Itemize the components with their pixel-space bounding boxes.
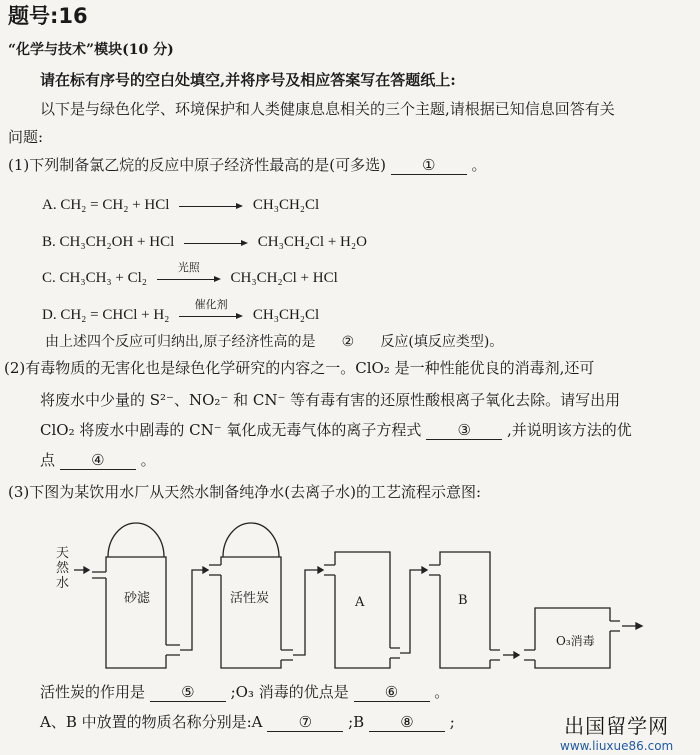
q1-stem-text: (1)下列制备氯乙烷的反应中原子经济性最高的是(可多选) [8,156,386,174]
blank-7[interactable]: ⑦ [267,713,343,732]
condition-catalyst: 催化剂 [194,298,228,311]
option-d-products: CH₃CH₂Cl [252,307,320,323]
vessel-label: A [355,595,365,610]
pipe [400,570,422,653]
vessel-a [324,552,400,668]
blank-1[interactable]: ① [391,156,467,175]
q3-line1-text: 活性炭的作用是 [40,683,146,701]
q2-line4 [40,450,156,470]
q2-line3 [40,420,632,440]
q1-stem-end: 。 [471,156,487,174]
q3-line2-text: A、B 中放置的物质名称分别是:A [40,713,263,731]
q3-line2-mid: ;B [348,713,365,731]
intro-paragraph-line1: 以下是与绿色化学、环境保护和人类健康息息相关的三个主题,请根据已知信息回答有关 [40,100,615,118]
q3-line2-end: ; [449,713,455,731]
pipe [293,570,318,655]
inlet-label-2: 然 [56,561,70,576]
q1-stem [8,155,487,175]
q3-line2 [40,712,455,732]
blank-2[interactable]: ② [341,334,355,350]
summary-end: 反应(填反应类型)。 [380,334,504,350]
inlet-label-3: 水 [56,576,70,591]
vessel-sand-filter [92,523,180,668]
vessel-label: 砂滤 [124,591,151,606]
q2-line4-end: 。 [140,451,156,469]
option-d-reactants: D. CH₂ = CHCl + H₂ [42,307,170,323]
option-a-reactants: A. CH₂ = CH₂ + HCl [42,197,170,213]
condition-light: 光照 [177,261,200,274]
option-b-products: CH₃CH₂Cl + H₂O [257,234,367,250]
option-a [42,195,319,215]
blank-5[interactable]: ⑤ [150,683,226,702]
logo-name: 出国留学网 [564,714,670,738]
q2-line3-end: ,并说明该方法的优 [506,421,632,439]
option-a-products: CH₃CH₂Cl [252,197,320,213]
option-c [42,261,338,288]
q2-line3-text: ClO₂ 将废水中剧毒的 CN⁻ 氧化成无毒气体的离子方程式 [40,421,422,439]
q3-line1-mid: ;O₃ 消毒的优点是 [230,683,349,701]
q2-line2: 将废水中少量的 S²⁻、NO₂⁻ 和 CN⁻ 等有毒有害的还原性酸根离子氧化去除。请写出用 [40,391,621,409]
intro-paragraph-line2: 问题: [8,128,44,146]
option-b [42,232,367,252]
option-d [42,298,320,325]
blank-8[interactable]: ⑧ [369,713,445,732]
blank-3[interactable]: ③ [426,421,502,440]
option-b-reactants: B. CH₃CH₂OH + HCl [42,234,175,250]
option-c-products: CH₃CH₂Cl + HCl [230,270,338,286]
blank-4[interactable]: ④ [60,451,136,470]
reaction-arrow-icon [179,298,243,321]
blank-6[interactable]: ⑥ [354,683,430,702]
q3-line1-end: 。 [434,683,450,701]
pipe [180,570,203,650]
flow-arrow-icon [503,652,519,658]
module-heading: “化学与技术”模块(10 分) [8,42,174,58]
vessel-label: B [458,593,468,608]
question-number: 题号:16 [8,4,88,28]
q1-summary [45,332,503,352]
vessel-activated-carbon [209,523,293,668]
vessel-label: O₃消毒 [556,634,595,648]
reaction-arrow-icon [179,201,243,211]
inlet-label-1: 天 [56,546,70,561]
reaction-arrow-icon [184,238,248,248]
site-logo [560,710,673,753]
vessel-label: 活性炭 [230,591,270,606]
vessel-b [429,552,500,668]
logo-url[interactable]: www.liuxue86.com [560,739,674,753]
inlet-arrow-icon [74,567,89,573]
q3-line1 [40,682,449,702]
vessel-ozone-disinfection [524,608,620,668]
instruction: 请在标有序号的空白处填空,并将序号及相应答案写在答题纸上: [40,71,456,89]
process-flow-diagram [0,500,700,680]
summary-text: 由上述四个反应可归纳出,原子经济性高的是 [45,334,316,350]
outlet-arrow-icon [622,623,642,629]
q2-line4-text: 点 [40,451,56,469]
reaction-arrow-icon [157,261,221,284]
q3-stem: (3)下图为某饮用水厂从天然水制备纯净水(去离子水)的工艺流程示意图: [8,483,482,501]
option-c-reactants: C. CH₃CH₃ + Cl₂ [42,270,147,286]
q2-line1: (2)有毒物质的无害化也是绿色化学研究的内容之一。ClO₂ 是一种性能优良的消毒剂,还可 [4,359,595,377]
